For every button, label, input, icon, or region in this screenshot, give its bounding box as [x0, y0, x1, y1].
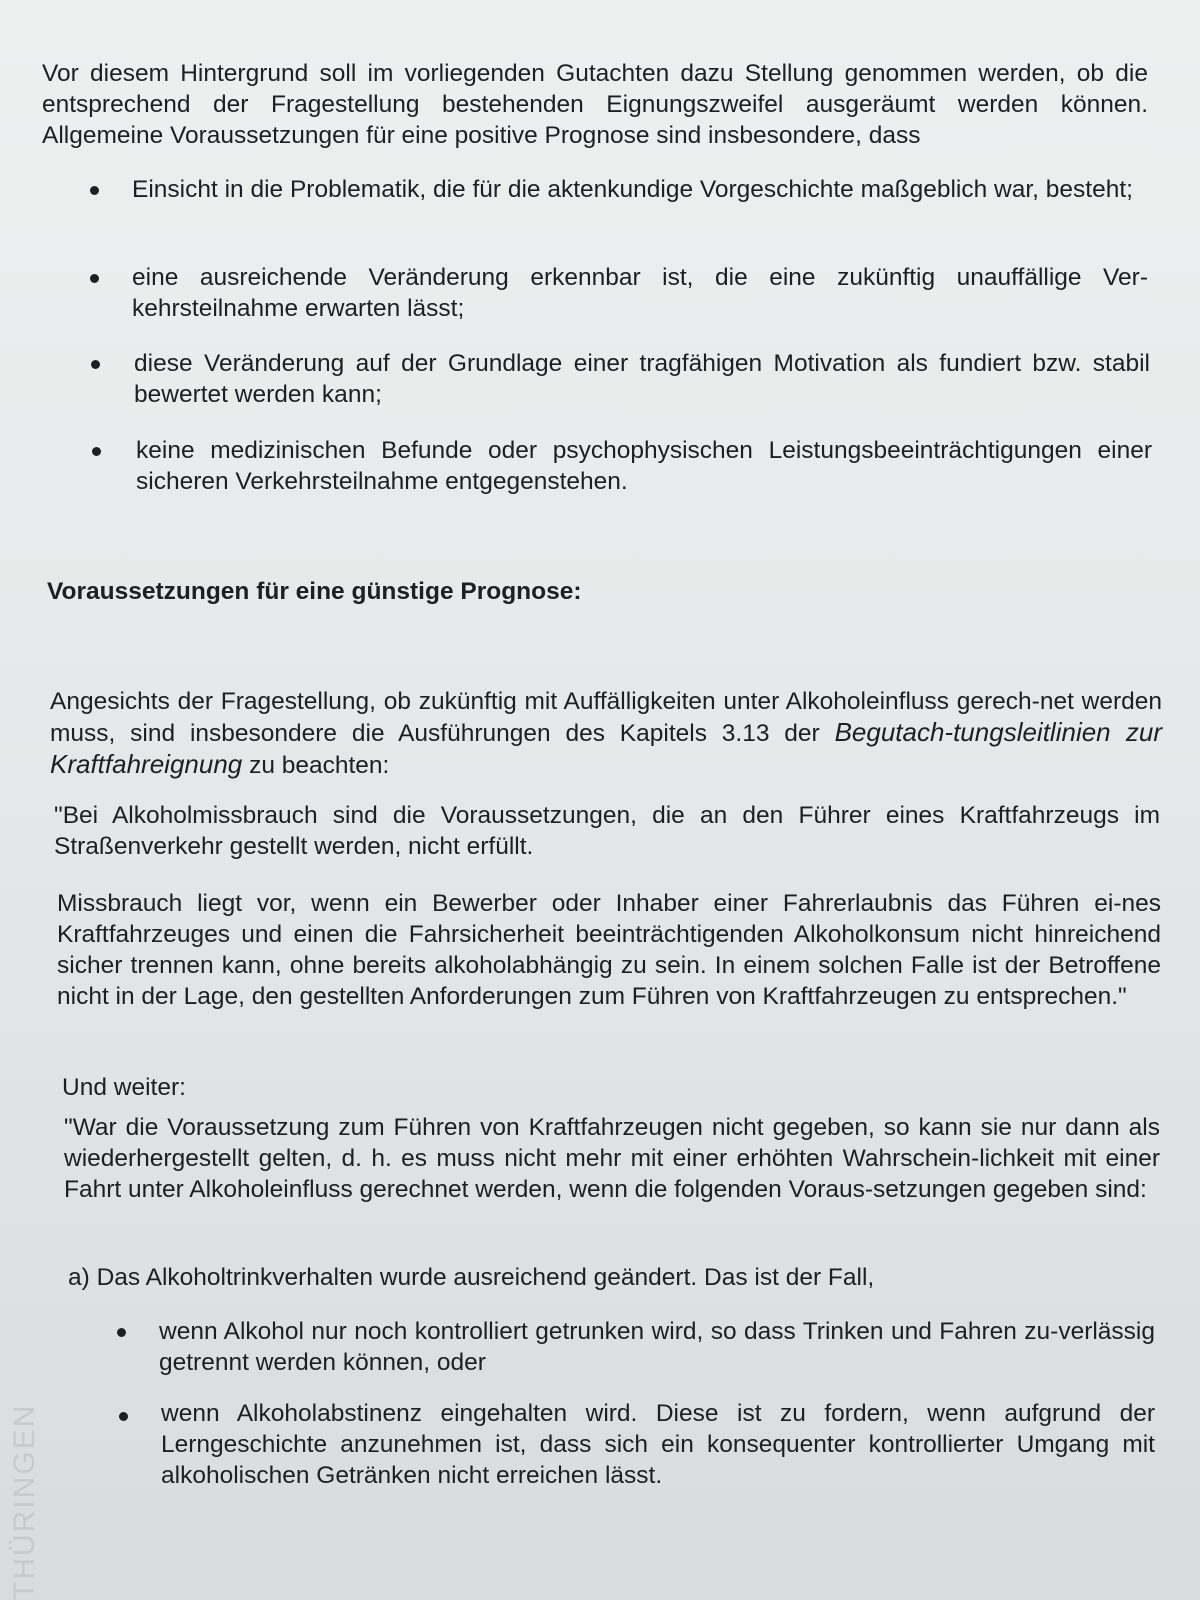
guidelines-title: Begutach-tungsleitlinien zur Kraftfahreignung — [50, 717, 1163, 779]
watermark-text: THÜRINGEN — [8, 1403, 41, 1600]
und-weiter-text: Und weiter: — [62, 1074, 186, 1101]
condition-item: Einsicht in die Problematik, die für die aktenkundige Vorgeschichte maßgeblich war, besteht; — [132, 176, 1133, 203]
condition-item: keine medizinischen Befunde oder psychophysischen Leistungsbeeinträchtigungen einer sicheren Verkehrsteilnahme entgegenstehen. — [136, 437, 1152, 495]
quote-paragraph: Missbrauch liegt vor, wenn ein Bewerber oder Inhaber einer Fahrerlaubnis das Führen ei-nes Kraftfahrzeuges und einen die Fahrsicherheit beeinträchtigenden Alkoholkonsum nicht hinreichend sicher trennen kann, ohne bereits alkoholabhängig zu sein. In einem solchen Falle ist der Betroffene nicht in der Lage, den gestellten Anforderungen zum Führen von Kraftfahrzeugen zu entsprechen." — [57, 890, 1161, 1010]
bullet-dot — [90, 186, 99, 195]
quote-paragraph: "War die Voraussetzung zum Führen von Kraftfahrzeugen nicht gegeben, so kann sie nur dann als wiederhergestellt gelten, d. h. es muss nicht mehr mit einer erhöhten Wahrschein-lichkeit mit einer Fahrt unter Alkoholeinfluss gerechnet werden, wenn die folgenden Voraus-setzungen gegeben sind: — [64, 1114, 1160, 1203]
quote-paragraph: "Bei Alkoholmissbrauch sind die Voraussetzungen, die an den Führer eines Kraftfahrzeugs im Straßenverkehr gestellt werden, nicht erfüllt. — [54, 802, 1160, 860]
bullet-dot — [92, 447, 101, 456]
intro-paragraph: Vor diesem Hintergrund soll im vorliegenden Gutachten dazu Stellung genommen werden, ob die entsprechend der Fragestellung bestehenden Eignungszweifel ausgeräumt werden können. Allgemeine Voraussetzungen für eine positive Prognose sind insbesondere, dass — [42, 60, 1148, 149]
sub-bullet-item: wenn Alkohol nur noch kontrolliert getrunken wird, so dass Trinken und Fahren zu-verlässig getrennt werden können, oder — [159, 1318, 1155, 1376]
bullet-dot — [91, 360, 100, 369]
condition-item: eine ausreichende Veränderung erkennbar ist, die eine zukünftig unauffällige Ver-kehrsteilnahme erwarten lässt; — [132, 264, 1148, 322]
bullet-dot — [90, 274, 99, 283]
bullet-dot — [119, 1412, 128, 1421]
guidelines-text-end: zu beachten: — [249, 752, 390, 779]
bullet-dot — [117, 1328, 126, 1337]
intro-guidelines-paragraph — [50, 686, 1162, 781]
sub-bullet-item: wenn Alkoholabstinenz eingehalten wird. Diese ist zu fordern, wenn aufgrund der Lerngeschichte anzunehmen ist, dass sich ein konsequenter kontrollierter Umgang mit alkoholischen Getränken nicht erreichen lässt. — [161, 1400, 1155, 1489]
point-a-text: a) Das Alkoholtrinkverhalten wurde ausreichend geändert. Das ist der Fall, — [68, 1264, 875, 1291]
condition-item: diese Veränderung auf der Grundlage einer tragfähigen Motivation als fundiert bzw. stabil bewertet werden kann; — [134, 350, 1150, 408]
section-heading: Voraussetzungen für eine günstige Prognose: — [47, 578, 582, 605]
guidelines-text-start: Angesichts der Fragestellung, ob zukünftig mit Auffälligkeiten unter Alkoholeinfluss gerech-net werden muss, sind insbesondere die Ausführungen des Kapitels 3.13 der — [50, 688, 1162, 747]
